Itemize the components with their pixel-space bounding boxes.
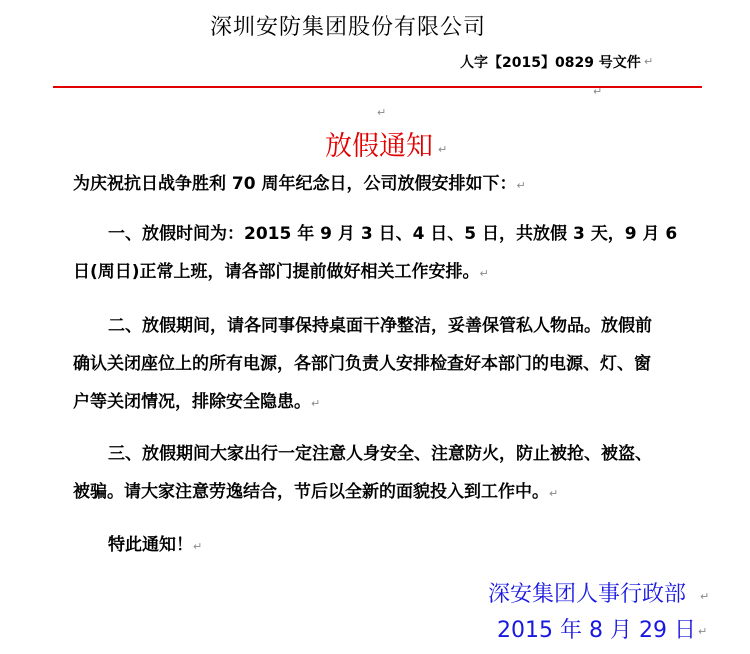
section-1-line-1: 一、放假时间为：2015 年 9 月 3 日、4 日、5 日，共放假 3 天，9 月 6 (108, 224, 678, 244)
paragraph-mark-icon: ↵ (193, 540, 203, 553)
paragraph-mark-icon: ↵ (516, 179, 526, 192)
paragraph-mark-icon: ↵ (479, 267, 489, 280)
notice-title: 放假通知 (325, 131, 433, 162)
document-number: 人字【2015】0829 号文件 (460, 55, 641, 71)
paragraph-mark-icon: ↵ (549, 487, 559, 500)
signature-department: 深安集团人事行政部 (488, 582, 687, 607)
paragraph-mark-icon: ↵ (438, 143, 448, 156)
notice-closing: 特此通知！↵ (108, 535, 203, 555)
section-2-line-3: 户等关闭情况，排除安全隐患。↵ (73, 392, 321, 412)
section-2-line-1: 二、放假期间，请各同事保持桌面干净整洁，妥善保管私人物品。放假前 (108, 316, 652, 336)
signature-date: 2015 年 8 月 29 日 (497, 618, 696, 643)
paragraph-mark-icon: ↵ (377, 106, 387, 119)
section-2-line-2: 确认关闭座位上的所有电源，各部门负责人安排检查好本部门的电源、灯、窗 (73, 354, 651, 374)
paragraph-mark-icon: ↵ (593, 85, 603, 98)
section-3-line-2: 被骗。请大家注意劳逸结合，节后以全新的面貌投入到工作中。↵ (73, 482, 559, 502)
company-name: 深圳安防集团股份有限公司 (209, 15, 486, 40)
paragraph-mark-icon: ↵ (698, 625, 708, 638)
paragraph-mark-icon: ↵ (311, 397, 321, 410)
section-3-line-1: 三、放假期间大家出行一定注意人身安全、注意防火，防止被抢、被盗、 (108, 444, 652, 464)
header-divider-line (53, 86, 702, 88)
paragraph-mark-icon: ↵ (644, 55, 654, 68)
paragraph-mark-icon: ↵ (700, 590, 710, 603)
notice-intro: 为庆祝抗日战争胜利 70 周年纪念日，公司放假安排如下：↵ (73, 174, 526, 194)
section-1-line-2: 日(周日)正常上班，请各部门提前做好相关工作安排。↵ (73, 262, 489, 282)
